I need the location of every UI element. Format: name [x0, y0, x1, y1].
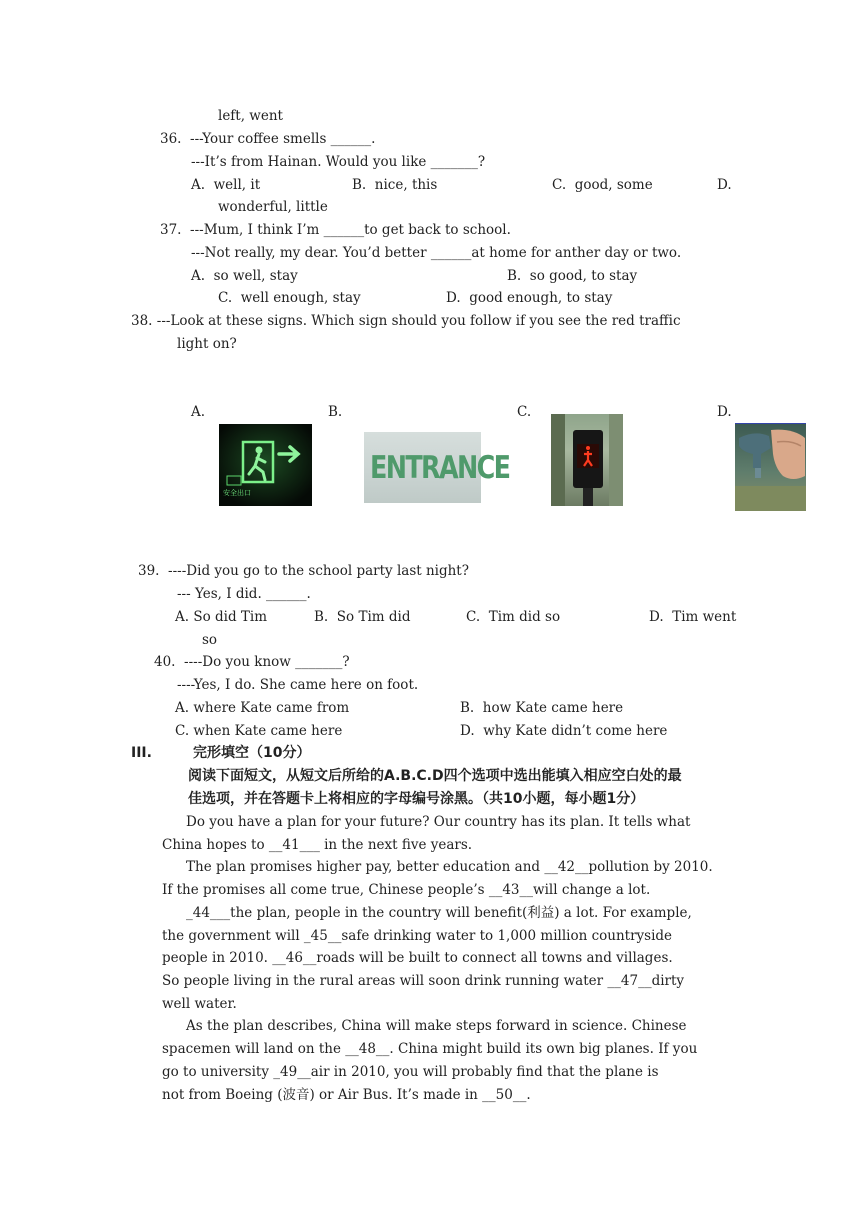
q35-option-tail: left, went	[218, 108, 283, 124]
passage-line: people in 2010. __46__roads will be built to connect all towns and villages.	[162, 950, 673, 966]
q40-response: ----Yes, I do. She came here on foot.	[177, 677, 419, 693]
faucet-image	[735, 423, 806, 511]
passage-line: not from Boeing (波音) or Air Bus. It’s made in __50__.	[162, 1087, 531, 1103]
entrance-sign-image	[364, 432, 510, 503]
passage-line: spacemen will land on the __48__. China might build its own big planes. If you	[162, 1041, 698, 1057]
q39-option-d-cont: so	[202, 632, 218, 648]
q37-option-c: C. well enough, stay	[218, 290, 361, 306]
q39-question: 39. ----Did you go to the school party last night?	[138, 563, 469, 579]
q40-option-c: C. when Kate came here	[175, 723, 343, 739]
passage-line: go to university _49__air in 2010, you will probably find that the plane is	[162, 1064, 659, 1080]
passage-line: well water.	[162, 996, 237, 1012]
q40-question: 40. ----Do you know _______?	[154, 654, 350, 670]
section-instructions-line1: 阅读下面短文，从短文后所给的A.B.C.D四个选项中选出能填入相应空白处的最	[188, 768, 682, 784]
q38-option-d: D.	[717, 404, 732, 420]
q40-option-b: B. how Kate came here	[460, 700, 624, 716]
passage-line: the government will _45__safe drinking water to 1,000 million countryside	[162, 928, 673, 944]
q36-option-a: A. well, it	[191, 177, 261, 193]
q37-response: ---Not really, my dear. You’d better ______at home for anther day or two.	[191, 245, 682, 261]
section-title: 完形填空（10分）	[193, 745, 311, 761]
q38-option-a: A.	[191, 404, 206, 420]
q36-option-d: D.	[717, 177, 732, 193]
q37-option-b: B. so good, to stay	[507, 268, 638, 284]
section-instructions-line2: 佳选项，并在答题卡上将相应的字母编号涂黑。（共10小题，每小题1分）	[188, 791, 645, 807]
passage-line: The plan promises higher pay, better education and __42__pollution by 2010.	[186, 859, 713, 875]
passage-line: So people living in the rural areas will soon drink running water __47__dirty	[162, 973, 685, 989]
q39-option-c: C. Tim did so	[466, 609, 561, 625]
passage-line: As the plan describes, China will make steps forward in science. Chinese	[186, 1018, 687, 1034]
q36-response: ---It’s from Hainan. Would you like _______?	[191, 154, 486, 170]
q36-option-b: B. nice, this	[352, 177, 438, 193]
q38-question: 38. ---Look at these signs. Which sign should you follow if you see the red traffic	[131, 313, 681, 329]
passage-line: Do you have a plan for your future? Our country has its plan. It tells what	[186, 814, 691, 830]
passage-line: China hopes to __41___ in the next five years.	[162, 837, 473, 853]
q36-option-c: C. good, some	[552, 177, 653, 193]
entrance-sign-text: ENTRANCE	[370, 450, 510, 486]
exit-sign-image	[219, 424, 312, 506]
q39-option-d: D. Tim went	[649, 609, 737, 625]
q40-option-a: A. where Kate came from	[175, 700, 350, 716]
passage-line: If the promises all come true, Chinese people’s __43__will change a lot.	[162, 882, 651, 898]
section-number: III.	[131, 745, 152, 761]
q39-option-b: B. So Tim did	[314, 609, 411, 625]
passage-line: _44___the plan, people in the country will benefit(利益) a lot. For example,	[186, 905, 692, 921]
q37-question: 37. ---Mum, I think I’m ______to get back to school.	[160, 222, 511, 238]
q38-option-c: C.	[517, 404, 532, 420]
exit-sign-label: 安全出口	[223, 489, 251, 497]
traffic-light-image	[551, 414, 623, 506]
q40-option-d: D. why Kate didn’t come here	[460, 723, 668, 739]
q36-option-d-text: wonderful, little	[218, 199, 328, 215]
q39-option-a: A. So did Tim	[175, 609, 268, 625]
q37-option-d: D. good enough, to stay	[446, 290, 613, 306]
q38-question-cont: light on?	[177, 336, 237, 352]
q36-question: 36. ---Your coffee smells ______.	[160, 131, 376, 147]
q38-option-b: B.	[328, 404, 343, 420]
q37-option-a: A. so well, stay	[191, 268, 298, 284]
q39-response: --- Yes, I did. ______.	[177, 586, 311, 602]
